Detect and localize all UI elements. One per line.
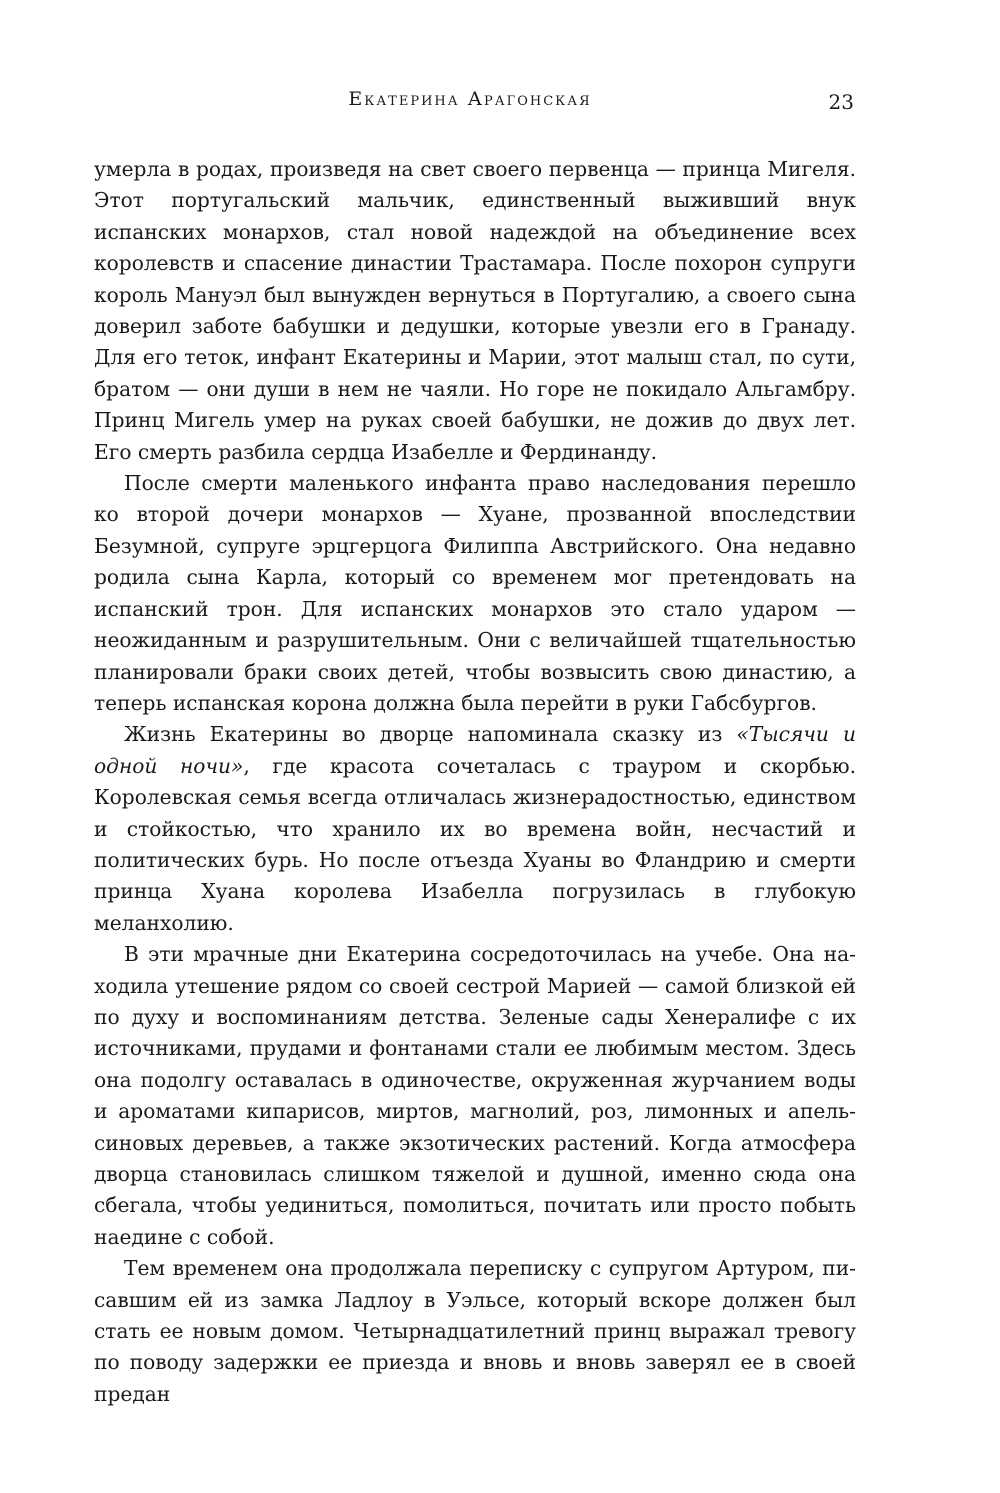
paragraph-2: После смерти маленького инфанта право наследования перешло ко второй дочери монархов — Хуане, прозванной впоследствии Безумной, супруге эрцгерцога Филиппа Австрийского. Она недавно родила сына Карла, который со временем мог претендовать на испанский трон. Для испанских монархов это стало ударом — неожиданным и разрушительным. Они с величайшей тщательностью планировали браки своих детей, чтобы возвысить свою династию, а теперь испанская корона должна была перейти в руки Габсбургов. xyxy=(94,471,856,715)
paragraph-3-rest: , где красота сочеталась с трауром и скорбью. Королевская семья всегда отличалась жизнерадостностью, единством и стойкостью, что хранило их во времена войн, несчастий и политических бурь. Но после отъезда Хуаны во Фландрию и смерти принца Хуана королева Изабелла погрузилась в глубокую меланхолию. xyxy=(94,753,856,935)
running-title: Екатерина Арагонская xyxy=(348,88,592,110)
page-number: 23 xyxy=(828,90,854,114)
paragraph-3-lead: Жизнь Екатерины во дворце напоминала сказку из xyxy=(124,722,737,747)
paragraph-3 xyxy=(94,719,856,939)
book-title-italic: «Тысячи и одной ночи» xyxy=(94,722,856,778)
paragraph-1: умерла в родах, произведя на свет своего первенца — принца Мигеля. Этот португальский мальчик, единственный выживший внук испанских монархов, стал новой надеждой на объединение всех королевств и спасение династии Трастамара. После похорон супруги король Мануэл был вынужден вернуться в Португалию, а своего сына доверил заботе бабушки и дедушки, которые увезли его в Гранаду. Для его теток, инфант Екатерины и Марии, этот малыш стал, по сути, братом — они души в нем не чаяли. Но горе не покидало Альгамбру. Принц Мигель умер на руках своей бабушки, не дожив до двух лет. Его смерть разбила сердца Изабелле и Фердинанду. xyxy=(94,157,856,464)
body-text xyxy=(94,154,856,1410)
paragraph-5: Тем временем она продолжала переписку с супругом Артуром, писавшим ей из замка Ладлоу в Уэльсе, который вскоре должен был стать ее новым домом. Четырнадцатилетний принц выражал тревогу по поводу задержки ее приезда и вновь и вновь заверял ее в своей предан xyxy=(94,1256,856,1406)
paragraph-4: В эти мрачные дни Екатерина сосредоточилась на учебе. Она находила утешение рядом со своей сестрой Марией — самой близкой ей по духу и воспоминаниям детства. Зеленые сады Хенералифе с их источниками, прудами и фонтанами стали ее любимым местом. Здесь она подолгу оставалась в одиночестве, окруженная журчанием воды и ароматами кипарисов, миртов, магнолий, роз, лимонных и апельсиновых деревьев, а также экзотических растений. Когда атмосфера дворца становилась слишком тяжелой и душной, именно сюда она сбегала, чтобы уединиться, помолиться, почитать или просто побыть наедине с собой. xyxy=(94,942,856,1249)
